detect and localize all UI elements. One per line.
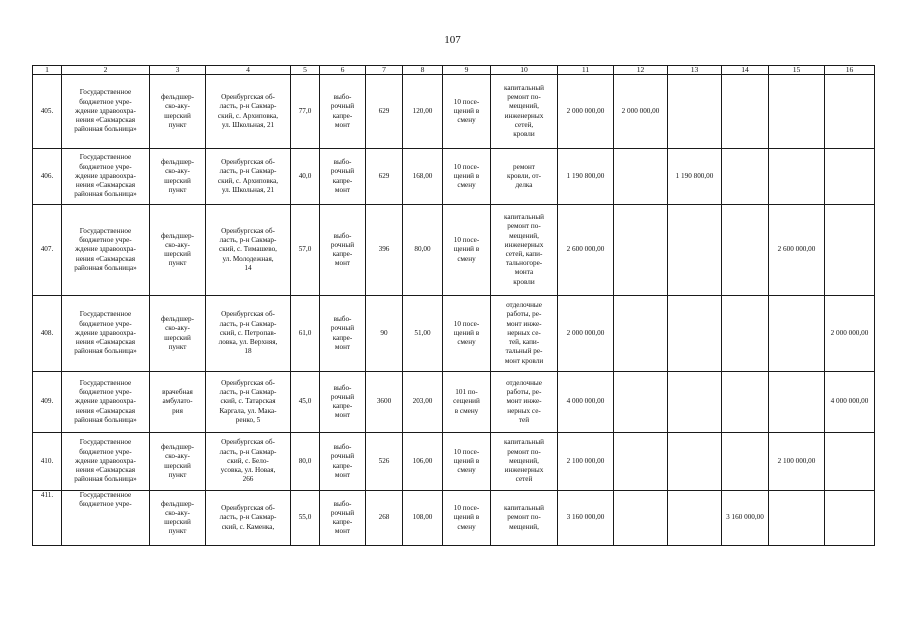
capacity-cell	[443, 149, 491, 205]
amount-col-15-cell	[769, 75, 825, 149]
column-header: 4	[206, 66, 291, 75]
amount-col-14-cell: 3 160 000,00	[722, 491, 769, 546]
amount-col-14-cell	[722, 433, 769, 491]
total-amount-cell: 2 000 000,00	[558, 296, 614, 372]
capacity-text: 10 посе- щений в смену	[453, 97, 480, 125]
amount-col-15-cell: 2 600 000,00	[769, 205, 825, 296]
page-number: 107	[444, 34, 461, 46]
organization-text: Государственное бюджетное учре-	[79, 491, 132, 509]
table-row	[33, 372, 875, 433]
amount-col-13-cell	[668, 296, 722, 372]
column-header: 3	[150, 66, 206, 75]
column-header: 7	[366, 66, 403, 75]
capacity-cell	[443, 491, 491, 546]
amount-col-12-cell	[614, 433, 668, 491]
amount-col-12-cell: 2 000 000,00	[614, 75, 668, 149]
address-cell	[206, 205, 291, 296]
organization-text: Государственное бюджетное учре- ждение здравоохра- нения «Сакмарская районная больница»	[74, 438, 137, 484]
organization-cell	[62, 372, 150, 433]
amount-col-16-cell	[825, 149, 875, 205]
work-type-text: выбо- рочный капре- монт	[330, 499, 355, 536]
column-7-cell: 3600	[366, 372, 403, 433]
organization-cell	[62, 75, 150, 149]
address-text: Оренбургская об- ласть, р-н Сакмар- ский, с. Каменка,	[219, 504, 277, 531]
description-text: капитальный ремонт по- мещений, инженерных сетей	[503, 438, 545, 484]
area-cell: 61,0	[291, 296, 320, 372]
facility-type-text: фельдшер- ско-аку- шерский пункт	[160, 499, 195, 536]
column-8-cell: 108,00	[403, 491, 443, 546]
description-cell	[491, 433, 558, 491]
column-7-cell: 629	[366, 75, 403, 149]
organization-text: Государственное бюджетное учре- ждение здравоохра- нения «Сакмарская районная больница»	[74, 310, 137, 356]
amount-col-12-cell	[614, 491, 668, 546]
address-cell	[206, 75, 291, 149]
organization-text: Государственное бюджетное учре- ждение здравоохра- нения «Сакмарская районная больница»	[74, 88, 137, 134]
description-cell	[491, 149, 558, 205]
amount-col-15-cell	[769, 149, 825, 205]
description-text: капитальный ремонт по- мещений, инженерных сетей, кровли	[503, 83, 545, 138]
facility-type-text: фельдшер- ско-аку- шерский пункт	[160, 158, 195, 194]
description-cell	[491, 491, 558, 546]
amount-col-16-cell	[825, 433, 875, 491]
column-header: 8	[403, 66, 443, 75]
amount-col-16-cell	[825, 491, 875, 546]
column-header: 16	[825, 66, 875, 75]
table-row	[33, 433, 875, 491]
facility-type-text: врачебная амбулато- рия	[162, 388, 193, 415]
amount-col-14-cell	[722, 296, 769, 372]
address-cell	[206, 149, 291, 205]
amount-col-15-cell	[769, 491, 825, 546]
column-header: 10	[491, 66, 558, 75]
work-type-cell	[320, 372, 366, 433]
work-type-text: выбо- рочный капре- монт	[330, 158, 355, 194]
description-cell	[491, 372, 558, 433]
row-number: 408.	[33, 296, 62, 372]
area-cell: 55,0	[291, 491, 320, 546]
organization-cell	[62, 296, 150, 372]
facility-type-cell	[150, 205, 206, 296]
column-header: 6	[320, 66, 366, 75]
area-cell: 40,0	[291, 149, 320, 205]
amount-col-15-cell	[769, 296, 825, 372]
table-row	[33, 205, 875, 296]
capacity-cell	[443, 75, 491, 149]
amount-col-13-cell	[668, 491, 722, 546]
capacity-text: 101 по- сещений в смену	[453, 388, 480, 415]
work-type-cell	[320, 296, 366, 372]
amount-col-12-cell	[614, 372, 668, 433]
address-text: Оренбургская об- ласть, р-н Сакмар- ский, с. Архиповка, ул. Школьная, 21	[217, 93, 279, 129]
amount-col-15-cell: 2 100 000,00	[769, 433, 825, 491]
organization-cell	[62, 205, 150, 296]
facility-type-text: фельдшер- ско-аку- шерский пункт	[160, 315, 195, 351]
facility-type-text: фельдшер- ско-аку- шерский пункт	[160, 93, 195, 129]
work-type-text: выбо- рочный капре- монт	[330, 443, 355, 479]
address-text: Оренбургская об- ласть, р-н Сакмар- ский, с. Бело- усовка, ул. Новая, 266	[219, 438, 277, 484]
total-amount-cell: 2 100 000,00	[558, 433, 614, 491]
column-8-cell: 106,00	[403, 433, 443, 491]
row-number: 405.	[33, 75, 62, 149]
row-number: 410.	[33, 433, 62, 491]
amount-col-12-cell	[614, 296, 668, 372]
area-cell: 77,0	[291, 75, 320, 149]
work-type-text: выбо- рочный капре- монт	[330, 383, 355, 420]
capacity-text: 10 посе- щений в смену	[453, 319, 480, 347]
column-7-cell: 629	[366, 149, 403, 205]
total-amount-cell: 3 160 000,00	[558, 491, 614, 546]
amount-col-16-cell: 4 000 000,00	[825, 372, 875, 433]
organization-cell	[62, 149, 150, 205]
total-amount-cell: 2 000 000,00	[558, 75, 614, 149]
amount-col-13-cell: 1 190 800,00	[668, 149, 722, 205]
address-cell	[206, 491, 291, 546]
capacity-text: 10 посе- щений в смену	[453, 162, 480, 190]
facility-type-text: фельдшер- ско-аку- шерский пункт	[160, 443, 195, 479]
area-cell: 57,0	[291, 205, 320, 296]
column-7-cell: 396	[366, 205, 403, 296]
description-cell	[491, 296, 558, 372]
address-text: Оренбургская об- ласть, р-н Сакмар- ский, с. Петропав- ловка, ул. Верхняя, 18	[218, 310, 278, 356]
header-row	[33, 66, 875, 75]
work-type-cell	[320, 491, 366, 546]
organization-text: Государственное бюджетное учре- ждение здравоохра- нения «Сакмарская районная больница»	[74, 378, 137, 424]
column-header: 9	[443, 66, 491, 75]
organization-text: Государственное бюджетное учре- ждение здравоохра- нения «Сакмарская районная больница»	[74, 153, 137, 199]
address-cell	[206, 433, 291, 491]
table-row	[33, 75, 875, 149]
description-cell	[491, 75, 558, 149]
facility-type-cell	[150, 149, 206, 205]
column-header: 12	[614, 66, 668, 75]
column-header: 15	[769, 66, 825, 75]
work-type-cell	[320, 205, 366, 296]
table-row	[33, 491, 875, 546]
facility-type-cell	[150, 75, 206, 149]
column-7-cell: 526	[366, 433, 403, 491]
column-8-cell: 203,00	[403, 372, 443, 433]
row-number: 406.	[33, 149, 62, 205]
work-type-cell	[320, 75, 366, 149]
table-row	[33, 296, 875, 372]
row-number: 411.	[33, 491, 62, 546]
amount-col-15-cell	[769, 372, 825, 433]
facility-type-cell	[150, 296, 206, 372]
row-number: 407.	[33, 205, 62, 296]
capacity-cell	[443, 296, 491, 372]
work-type-cell	[320, 149, 366, 205]
amount-col-13-cell	[668, 75, 722, 149]
column-header: 2	[62, 66, 150, 75]
amount-col-13-cell	[668, 433, 722, 491]
column-8-cell: 51,00	[403, 296, 443, 372]
total-amount-cell: 1 190 800,00	[558, 149, 614, 205]
amount-col-14-cell	[722, 149, 769, 205]
address-cell	[206, 296, 291, 372]
address-cell	[206, 372, 291, 433]
description-text: капитальный ремонт по- мещений,	[503, 504, 545, 531]
column-7-cell: 268	[366, 491, 403, 546]
description-text: капитальный ремонт по- мещений, инженерных сетей, капи- тальногоре- монта кровли	[503, 213, 545, 286]
description-text: отделочные работы, ре- монт инже- нерных се- тей, капи- тальный ре- монт кровли	[504, 301, 544, 365]
column-header: 5	[291, 66, 320, 75]
amount-col-16-cell	[825, 205, 875, 296]
table-row	[33, 149, 875, 205]
work-type-cell	[320, 433, 366, 491]
amount-col-12-cell	[614, 149, 668, 205]
column-header: 11	[558, 66, 614, 75]
address-text: Оренбургская об- ласть, р-н Сакмар- ский, с. Архиповка, ул. Школьная, 21	[217, 158, 279, 194]
organization-text: Государственное бюджетное учре- ждение здравоохра- нения «Сакмарская районная больница»	[74, 226, 137, 272]
amount-col-14-cell	[722, 75, 769, 149]
column-8-cell: 80,00	[403, 205, 443, 296]
description-text: ремонт кровли, от- делка	[506, 162, 542, 190]
total-amount-cell: 2 600 000,00	[558, 205, 614, 296]
capacity-cell	[443, 372, 491, 433]
area-cell: 80,0	[291, 433, 320, 491]
amount-col-13-cell	[668, 205, 722, 296]
amount-col-13-cell	[668, 372, 722, 433]
facility-type-cell	[150, 433, 206, 491]
address-text: Оренбургская об- ласть, р-н Сакмар- ский, с. Татарская Каргала, ул. Мака- ренко, 5	[219, 378, 277, 424]
column-7-cell: 90	[366, 296, 403, 372]
amount-col-14-cell	[722, 205, 769, 296]
amount-col-12-cell	[614, 205, 668, 296]
repair-program-table	[32, 65, 875, 546]
amount-col-16-cell	[825, 75, 875, 149]
area-cell: 45,0	[291, 372, 320, 433]
capacity-text: 10 посе- щений в смену	[453, 447, 480, 475]
capacity-cell	[443, 433, 491, 491]
organization-cell	[62, 433, 150, 491]
column-header: 14	[722, 66, 769, 75]
address-text: Оренбургская об- ласть, р-н Сакмар- ский, с. Тимашево, ул. Молодежная, 14	[219, 226, 277, 272]
facility-type-cell	[150, 491, 206, 546]
capacity-text: 10 посе- щений в смену	[453, 504, 480, 531]
description-text: отделочные работы, ре- монт инже- нерных се- тей	[506, 378, 542, 424]
total-amount-cell: 4 000 000,00	[558, 372, 614, 433]
description-cell	[491, 205, 558, 296]
column-header: 1	[33, 66, 62, 75]
column-header: 13	[668, 66, 722, 75]
amount-col-14-cell	[722, 372, 769, 433]
work-type-text: выбо- рочный капре- монт	[330, 315, 355, 351]
capacity-cell	[443, 205, 491, 296]
column-8-cell: 120,00	[403, 75, 443, 149]
capacity-text: 10 посе- щений в смену	[453, 236, 480, 263]
work-type-text: выбо- рочный капре- монт	[330, 231, 355, 268]
work-type-text: выбо- рочный капре- монт	[330, 93, 355, 129]
facility-type-text: фельдшер- ско-аку- шерский пункт	[160, 231, 195, 268]
column-8-cell: 168,00	[403, 149, 443, 205]
row-number: 409.	[33, 372, 62, 433]
organization-cell	[62, 491, 150, 546]
amount-col-16-cell: 2 000 000,00	[825, 296, 875, 372]
facility-type-cell	[150, 372, 206, 433]
